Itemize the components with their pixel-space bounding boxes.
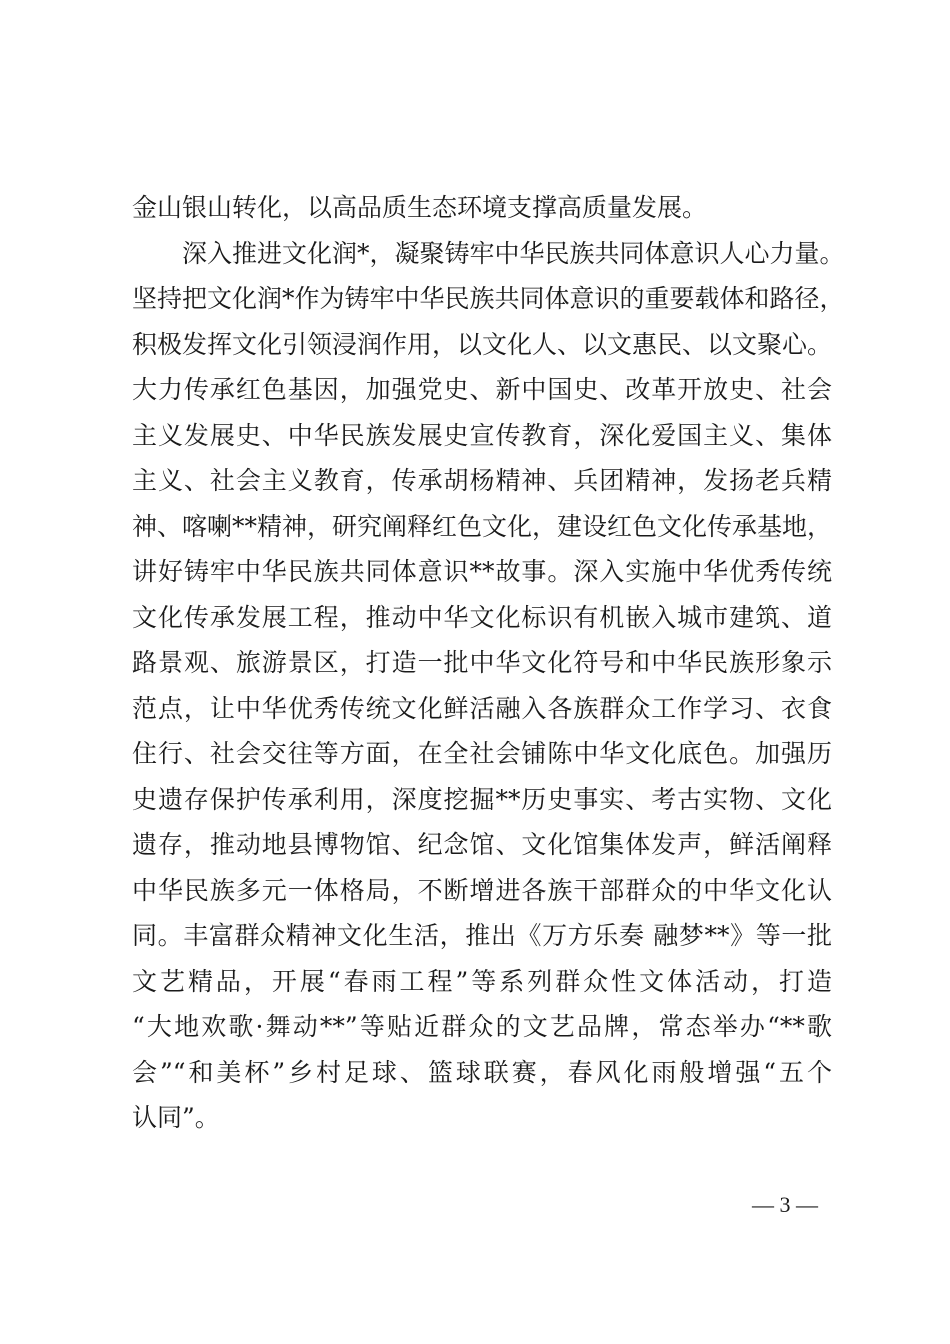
text-line-5: 大力传承红色基因，加强党史、新中国史、改革开放史、社会 [132, 375, 832, 404]
text-line-4: 积极发挥文化引领浸润作用，以文化人、以文惠民、以文聚心。 [132, 330, 833, 359]
text-line-17: 同。丰富群众精神文化生活，推出《万方乐奏 融梦**》等一批 [132, 921, 832, 950]
text-line-21: 认同”。 [132, 1103, 220, 1132]
text-line-10: 文化传承发展工程，推动中华文化标识有机嵌入城市建筑、道 [132, 603, 832, 632]
text-line-7: 主义、社会主义教育，传承胡杨精神、兵团精神，发扬老兵精 [132, 466, 832, 495]
text-line-20: 会”“和美杯”乡村足球、篮球联赛，春风化雨般增强“五个 [132, 1058, 832, 1087]
text-line-13: 住行、社会交往等方面，在全社会铺陈中华文化底色。加强历 [132, 739, 832, 768]
text-line-16: 中华民族多元一体格局，不断增进各族干部群众的中华文化认 [132, 876, 832, 905]
text-line-8: 神、喀喇**精神，研究阐释红色文化，建设红色文化传承基地， [132, 512, 833, 541]
text-line-2: 深入推进文化润*，凝聚铸牢中华民族共同体意识人心力量。 [182, 239, 845, 268]
text-line-3: 坚持把文化润*作为铸牢中华民族共同体意识的重要载体和路径， [132, 284, 845, 313]
text-line-11: 路景观、旅游景区，打造一批中华文化符号和中华民族形象示 [132, 648, 832, 677]
text-line-14: 史遗存保护传承利用，深度挖掘**历史事实、考古实物、文化 [132, 785, 832, 814]
page-number: — 3 — [752, 1192, 818, 1217]
text-line-9: 讲好铸牢中华民族共同体意识**故事。深入实施中华优秀传统 [132, 557, 832, 586]
text-line-18: 文艺精品，开展“春雨工程”等系列群众性文体活动，打造 [132, 967, 832, 996]
text-line-6: 主义发展史、中华民族发展史宣传教育，深化爱国主义、集体 [132, 421, 832, 450]
text-line-15: 遗存，推动地县博物馆、纪念馆、文化馆集体发声，鲜活阐释 [132, 830, 832, 859]
text-line-12: 范点，让中华优秀传统文化鲜活融入各族群众工作学习、衣食 [132, 694, 832, 723]
text-line-1: 金山银山转化，以高品质生态环境支撑高质量发展。 [132, 193, 708, 222]
text-line-19: “大地欢歌·舞动**”等贴近群众的文艺品牌，常态举办“**歌 [132, 1012, 832, 1041]
